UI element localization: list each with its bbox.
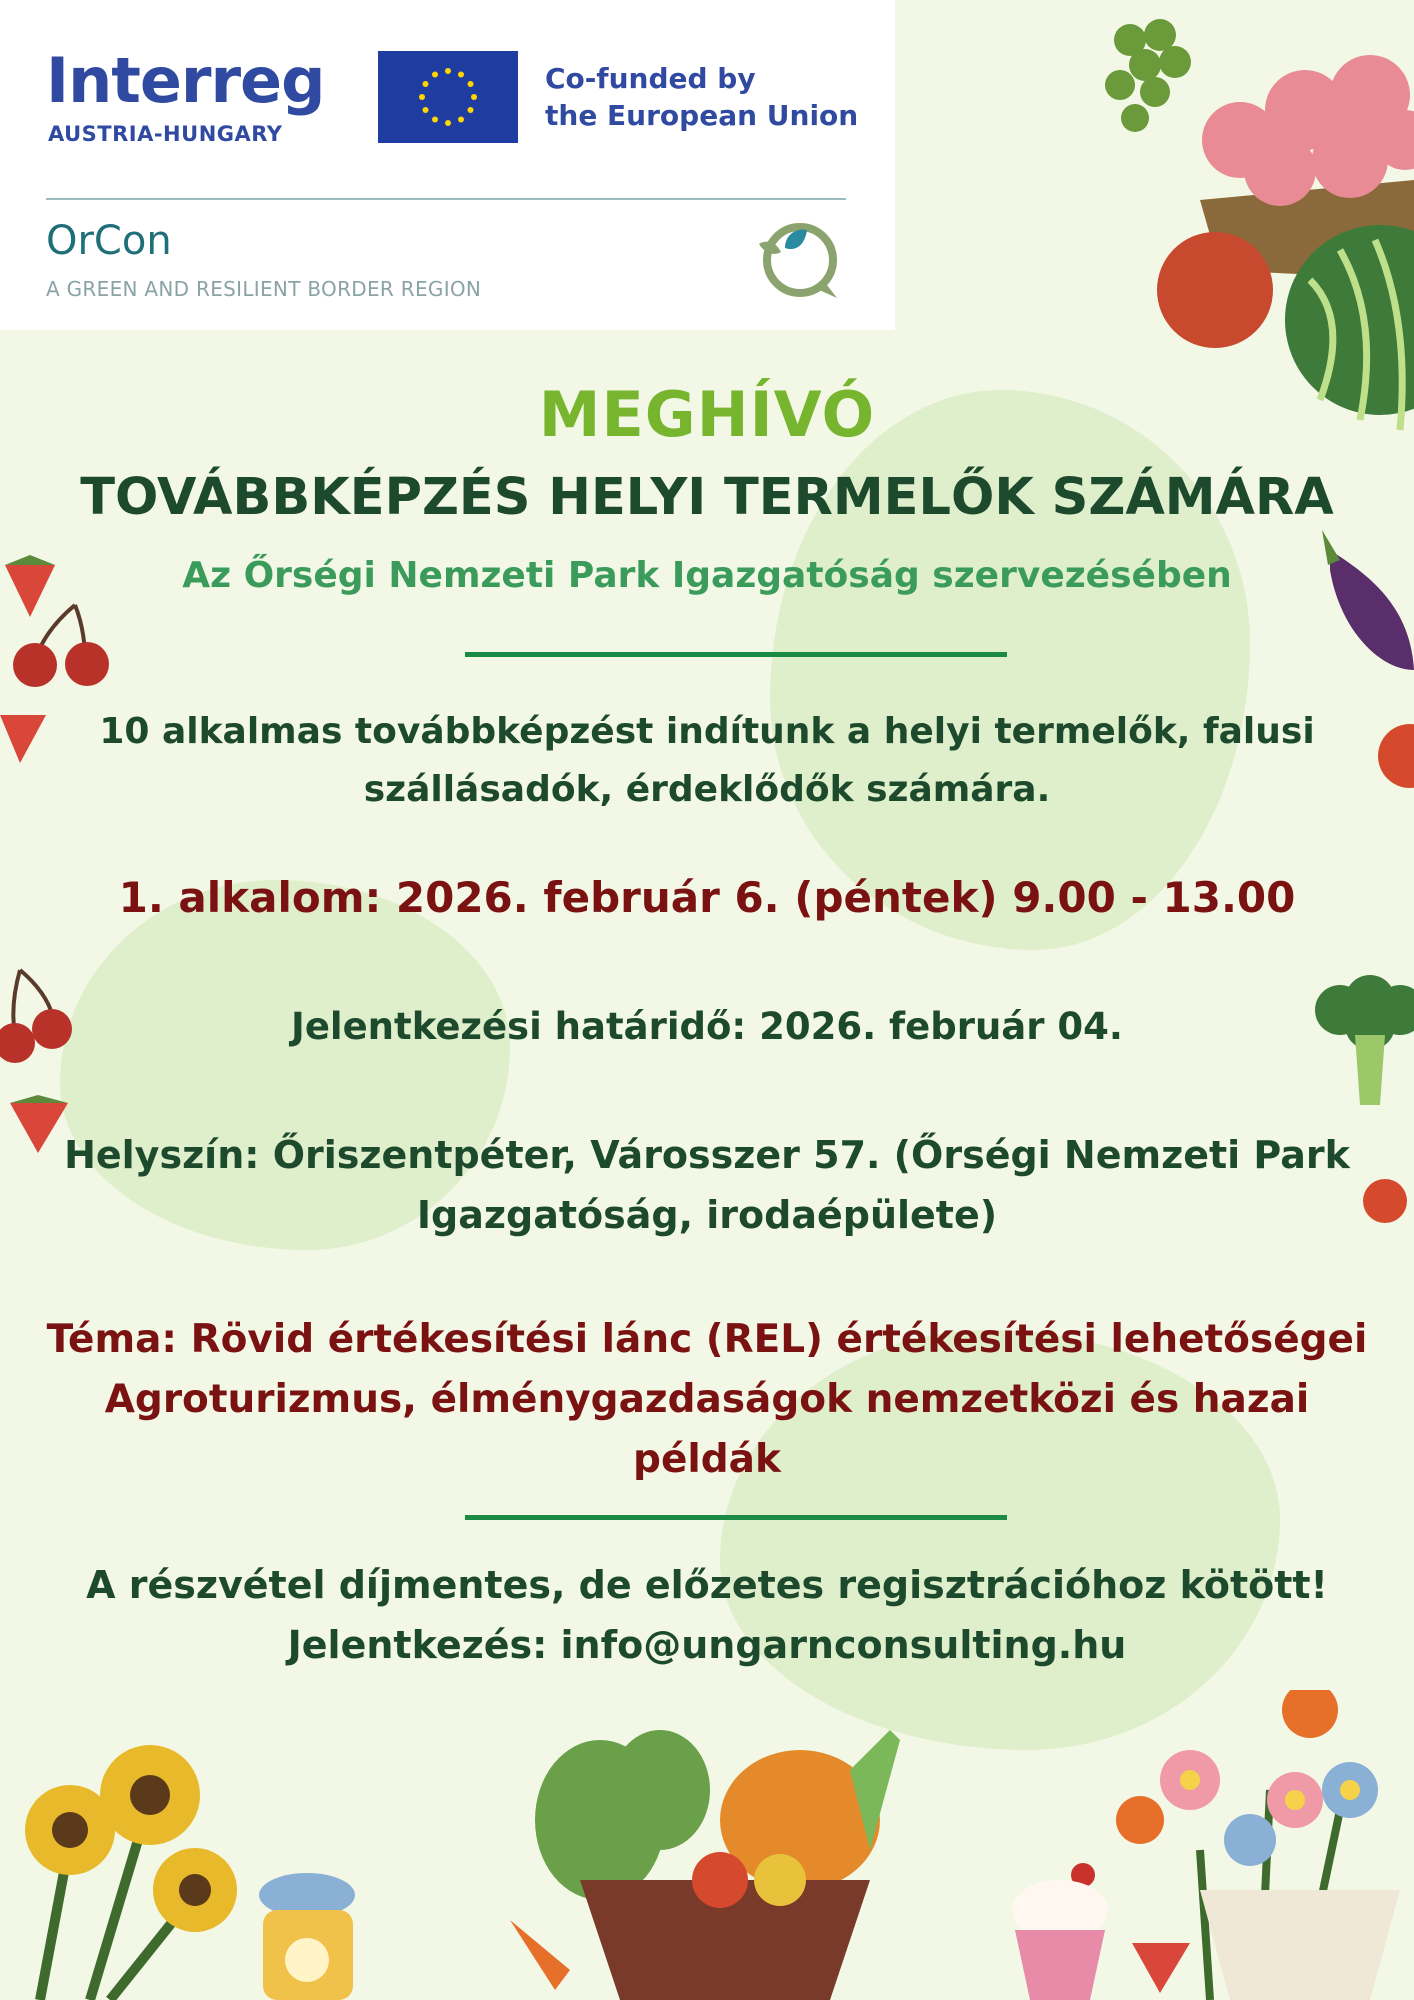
organizer-text: Az Őrségi Nemzeti Park Igazgatóság szervezésében [182, 555, 1232, 596]
first-session-date: 1. alkalom: 2026. február 6. (péntek) 9.00 - 13.00 [118, 873, 1296, 922]
registration-contact: Jelentkezés: info@ungarnconsulting.hu [287, 1623, 1127, 1667]
logo-header [0, 0, 895, 330]
cofunded-text [545, 60, 858, 134]
interreg-logo: Interreg [46, 44, 325, 117]
program-name: AUSTRIA-HUNGARY [48, 122, 283, 146]
intro-line: szállásadók, érdeklődők számára. [363, 769, 1051, 810]
honey-jar-icon [255, 1870, 360, 2000]
topic-line: példák [633, 1437, 781, 1482]
intro-line: 10 alkalmas továbbképzést indítunk a helyi termelők, falusi [99, 711, 1315, 752]
topic-line: Téma: Rövid értékesítési lánc (REL) értékesítési lehetőségei [46, 1317, 1368, 1362]
location-line: Helyszín: Őriszentpéter, Városszer 57. (Őrségi Nemzeti Park [64, 1133, 1350, 1177]
registration-info [0, 1555, 1414, 1675]
cofunded-line: the European Union [545, 99, 859, 132]
orcon-logo-text: OrCon [46, 218, 172, 264]
flower-bouquet-illustration [1110, 1690, 1414, 2000]
orcon-leaf-icon [745, 210, 850, 305]
vegetable-basket-illustration [510, 1730, 930, 2000]
registration-deadline: Jelentkezési határidő: 2026. február 04. [291, 1005, 1123, 1048]
cofunded-line: Co-funded by [545, 62, 756, 95]
divider [465, 1515, 1007, 1520]
sunflowers-illustration [0, 1720, 250, 2000]
cupcake-icon [1005, 1860, 1115, 2000]
invitation-label: MEGHÍVÓ [538, 378, 876, 451]
intro-text [0, 703, 1414, 819]
topic-line: Agroturizmus, élménygazdaságok nemzetközi és hazai [104, 1377, 1310, 1422]
eggplant-icon [1320, 530, 1414, 680]
topic-text [0, 1310, 1414, 1490]
page-title: TOVÁBBKÉPZÉS HELYI TERMELŐK SZÁMÁRA [80, 468, 1334, 527]
orcon-tagline: A GREEN AND RESILIENT BORDER REGION [46, 277, 482, 301]
location-line: Igazgatóság, irodaépülete) [416, 1193, 998, 1237]
eu-flag-icon [378, 51, 518, 143]
location-text [0, 1125, 1414, 1245]
divider [46, 198, 846, 200]
registration-note: A részvétel díjmentes, de előzetes regisztrációhoz kötött! [86, 1563, 1328, 1607]
cherries-icon [5, 600, 115, 690]
divider [465, 652, 1007, 657]
